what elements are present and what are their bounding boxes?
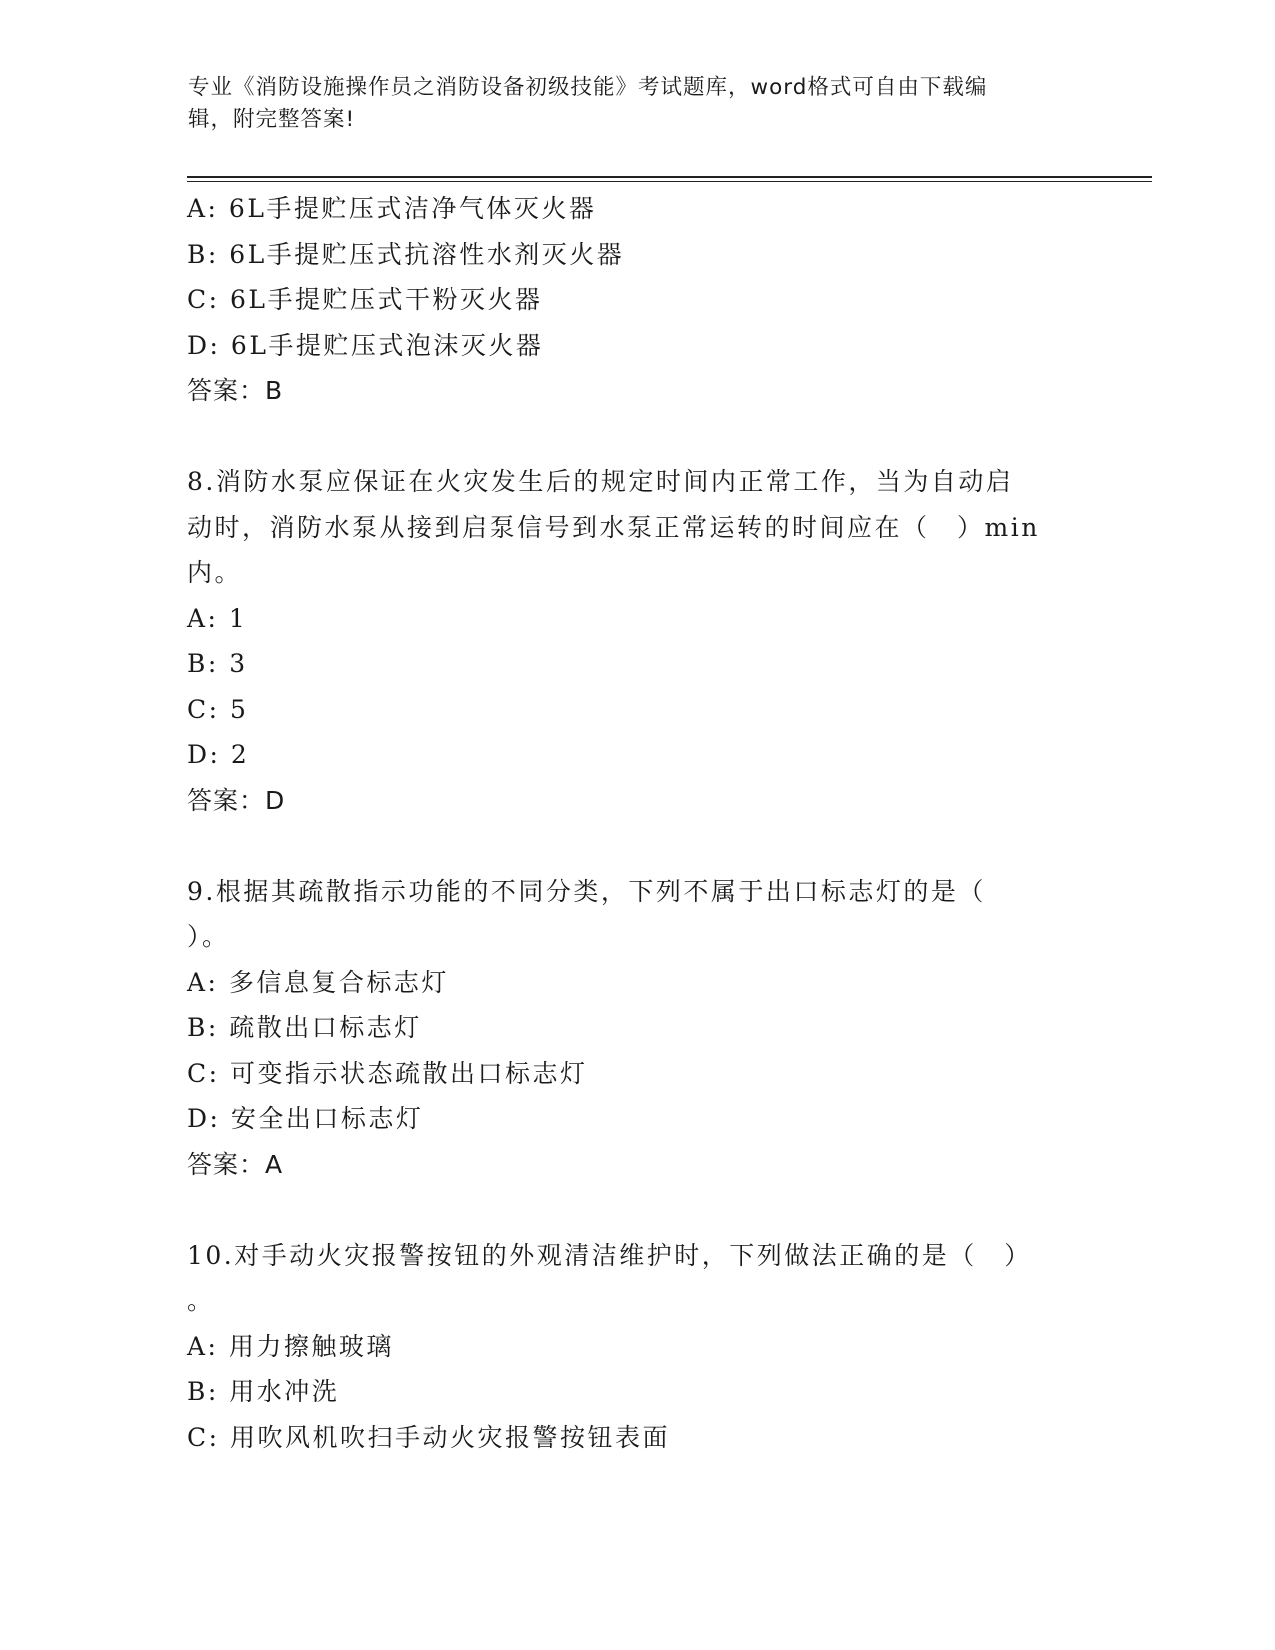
spacer [187,414,1087,460]
option-b: B: 用水冲洗 [187,1377,340,1406]
option-b: B: 3 [187,649,248,678]
spacer [187,823,1087,869]
option-c: C: 5 [187,694,249,724]
spacer [187,1187,1087,1233]
option-c: C: 6L手提贮压式干粉灭火器 [187,285,543,314]
question-10 [187,1233,1087,1461]
option-b: B: 疏散出口标志灯 [187,1013,422,1042]
question-7-continued [187,186,1087,414]
header-divider-thin [187,181,1152,182]
question-stem-line: 9.根据其疏散指示功能的不同分类，下列不属于出口标志灯的是（ [187,876,986,906]
question-stem-line: 内。 [187,558,243,587]
question-stem-line: 8.消防水泵应保证在火灾发生后的规定时间内正常工作，当为自动启 [187,467,1014,496]
question-8 [187,459,1087,823]
document-body [187,186,1087,1460]
header-divider-thick [187,176,1152,178]
option-a: A: 6L手提贮压式洁净气体灭火器 [187,194,597,223]
option-a: A: 1 [187,603,248,633]
option-c: C: 用吹风机吹扫手动火灾报警按钮表面 [187,1422,670,1452]
header-line-1: 专业《消防设施操作员之消防设备初级技能》考试题库，word格式可自由下载编 [188,75,988,100]
header-line-2: 辑，附完整答案! [188,107,356,132]
question-stem-line: 。 [187,1286,215,1315]
option-a: A: 用力擦触玻璃 [187,1331,394,1361]
option-d: D: 2 [187,740,250,769]
answer-line: 答案：A [187,1149,284,1179]
question-9 [187,869,1087,1188]
document-header [188,72,1068,136]
question-stem-line: 10.对手动火灾报警按钮的外观清洁维护时，下列做法正确的是（ ） [187,1240,1032,1270]
answer-line: 答案：B [187,376,284,405]
option-b: B: 6L手提贮压式抗溶性水剂灭火器 [187,239,625,269]
question-stem-line: 动时，消防水泵从接到启泵信号到水泵正常运转的时间应在（ ）min [187,512,1040,542]
answer-line: 答案：D [187,785,286,815]
option-d: D: 6L手提贮压式泡沫灭火器 [187,330,544,360]
option-a: A: 多信息复合标志灯 [187,967,449,997]
question-stem-line: ）。 [187,922,230,951]
option-d: D: 安全出口标志灯 [187,1104,424,1133]
option-c: C: 可变指示状态疏散出口标志灯 [187,1058,588,1088]
